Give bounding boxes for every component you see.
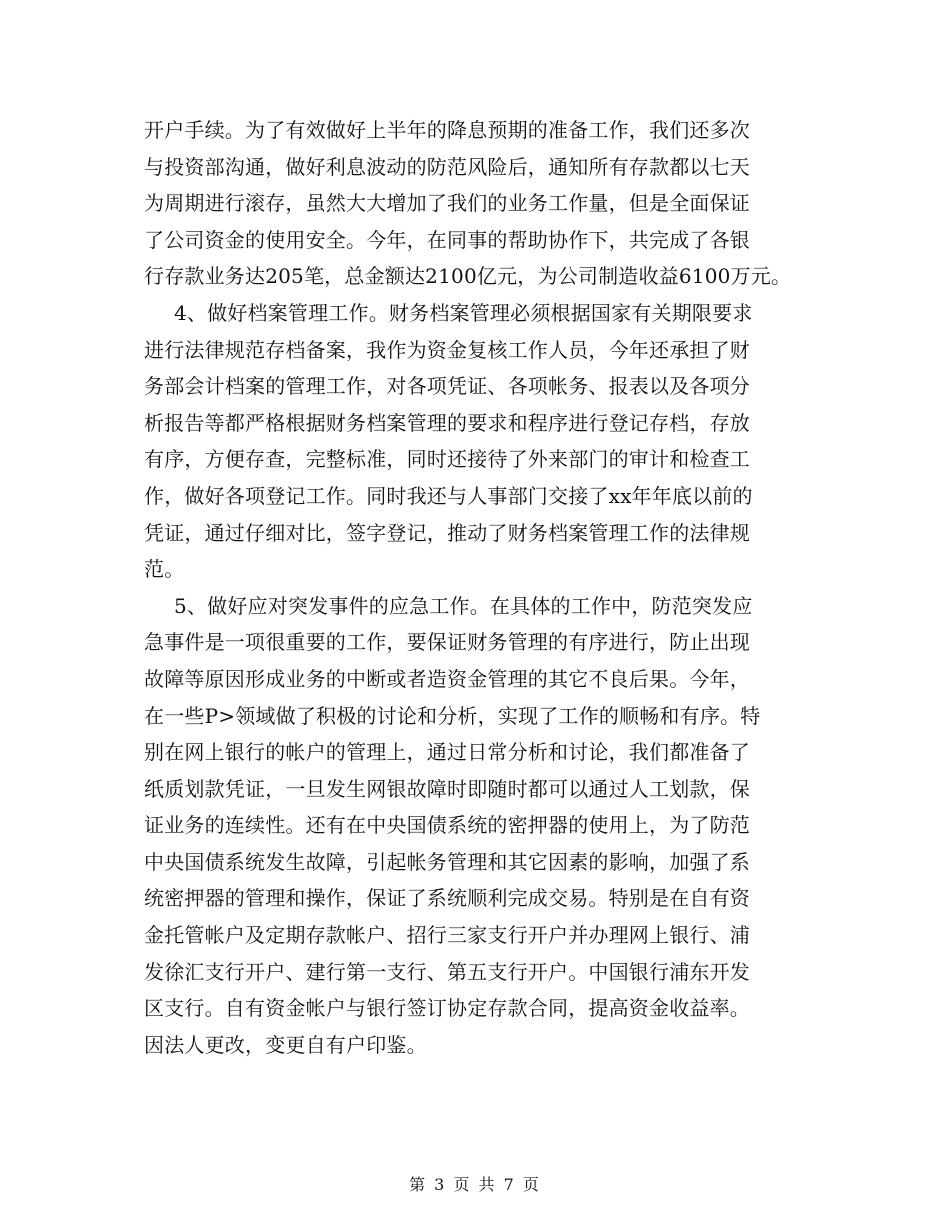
text-line: 进行法律规范存档备案，我作为资金复核工作人员，今年还承担了财 — [144, 337, 750, 362]
text-line: 发徐汇支行开户、建行第一支行、第五支行开户。中国银行浦东开发 — [144, 959, 750, 984]
text-line: 开户手续。为了有效做好上半年的降息预期的准备工作，我们还多次 — [144, 118, 750, 142]
text-line: 中央国债系统发生故障，引起帐务管理和其它因素的影响，加强了系 — [144, 849, 750, 874]
text-line: 行存款业务达205笔，总金额达2100亿元，为公司制造收益6100万元。 — [144, 264, 792, 289]
page-number-footer: 第 3 页 共 7 页 — [409, 1175, 541, 1194]
text-line: 别在网上银行的帐户的管理上，通过日常分析和讨论，我们都准备了 — [144, 740, 750, 765]
text-line: 统密押器的管理和操作，保证了系统顺利完成交易。特别是在自有资 — [144, 886, 750, 911]
text-line: 在一些P>领域做了积极的讨论和分析，实现了工作的顺畅和有序。特 — [144, 703, 761, 728]
text-line: 了公司资金的使用安全。今年，在同事的帮助协作下，共完成了各银 — [144, 227, 750, 252]
text-line: 范。 — [144, 557, 185, 582]
body-text — [144, 112, 834, 1063]
text-line: 金托管帐户及定期存款帐户、招行三家支行开户并办理网上银行、浦 — [144, 923, 750, 948]
paragraph-start-line: 4、做好档案管理工作。财务档案管理必须根据国家有关期限要求 — [174, 300, 753, 325]
text-line: 急事件是一项很重要的工作，要保证财务管理的有序进行，防止出现 — [144, 630, 750, 655]
text-line: 为周期进行滚存，虽然大大增加了我们的业务工作量，但是全面保证 — [144, 191, 750, 216]
paragraph-start-line: 5、做好应对突发事件的应急工作。在具体的工作中，防范突发应 — [174, 593, 753, 618]
text-line: 纸质划款凭证，一旦发生网银故障时即随时都可以通过人工划款，保 — [144, 776, 750, 801]
text-line: 析报告等都严格根据财务档案管理的要求和程序进行登记存档，存放 — [144, 410, 750, 435]
text-line: 与投资部沟通，做好利息波动的防范风险后，通知所有存款都以七天 — [144, 154, 750, 179]
text-line: 务部会计档案的管理工作，对各项凭证、各项帐务、报表以及各项分 — [144, 374, 750, 399]
text-line: 有序，方便存查，完整标准，同时还接待了外来部门的审计和检查工 — [144, 447, 750, 472]
text-line: 故障等原因形成业务的中断或者造资金管理的其它不良后果。今年， — [144, 666, 750, 691]
text-line: 凭证，通过仔细对比，签字登记，推动了财务档案管理工作的法律规 — [144, 520, 750, 545]
text-line: 因法人更改，变更自有户印鉴。 — [144, 1032, 427, 1057]
text-line: 作，做好各项登记工作。同时我还与人事部门交接了xx年年底以前的 — [144, 483, 753, 508]
text-line: 证业务的连续性。还有在中央国债系统的密押器的使用上，为了防范 — [144, 813, 750, 838]
text-line: 区支行。自有资金帐户与银行签订协定存款合同，提高资金收益率。 — [144, 996, 750, 1021]
